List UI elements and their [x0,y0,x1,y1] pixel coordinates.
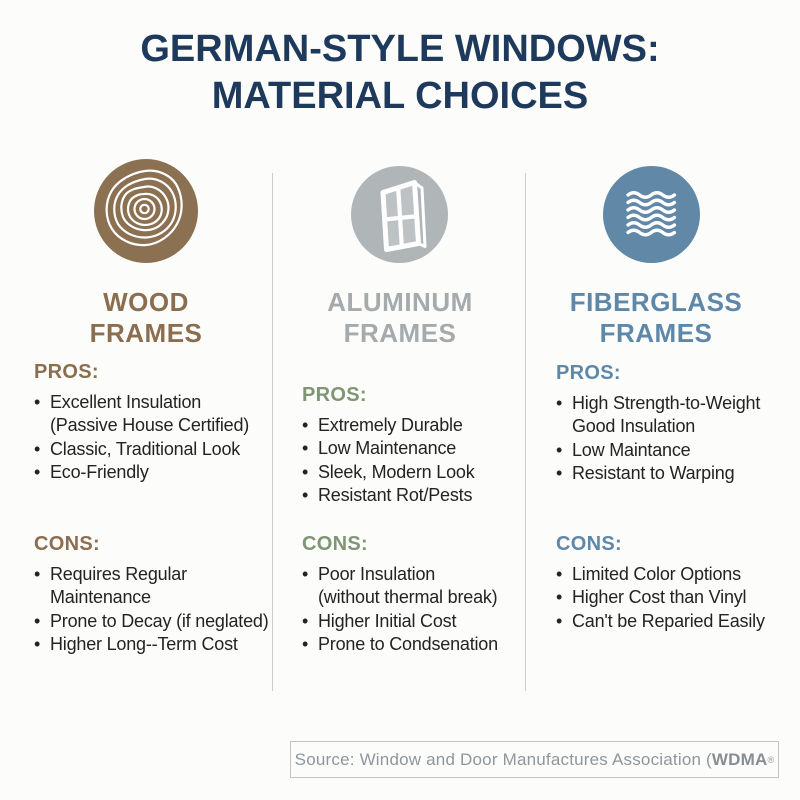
list-item-text: Higher Cost than Vinyl [572,587,747,608]
list-item [302,610,542,633]
bullet-icon: • [302,438,309,459]
list-item [34,438,289,461]
list-item [302,633,542,656]
pros-list [556,392,798,486]
wood-cons-section [34,533,292,657]
list-item-text: Extremely Durable [318,415,463,435]
aluminum-window-icon [351,166,448,263]
list-item-text: Resistant Rot/Pests [318,485,473,506]
list-item [302,461,537,484]
page-title-line1: GERMAN-STYLE WINDOWS: [140,28,660,70]
page-title [0,26,800,120]
list-item [34,391,289,438]
list-item [556,462,798,485]
cons-list [556,563,798,633]
list-item-text: Low Maintenance [318,438,457,459]
bullet-icon: • [302,485,309,506]
fiberglass-waves-icon [603,166,700,263]
list-item-text: Can't be Reparied Easily [572,610,765,631]
bullet-icon: • [556,564,563,584]
source-text: Source: Window and Door Manufactures Association ( [294,749,712,769]
list-item [302,563,542,610]
cons-list [302,563,542,657]
list-item [302,437,537,460]
source-attribution: Source: Window and Door Manufactures Association ( WDMA ® [290,741,779,778]
list-item-text: Sleek, Modern Look [318,461,475,482]
bullet-icon: • [556,463,563,484]
list-item [556,392,798,439]
list-item-text: Prone to Condsenation [318,634,498,655]
column-title-line2: FRAMES [599,318,713,348]
list-item [34,610,292,633]
list-item-text: High Strength-to-Weight Good Insulation [572,393,761,437]
column-title-wood [26,287,266,349]
list-item [34,563,292,610]
pros-list [34,391,289,485]
cons-heading: CONS: [34,533,100,555]
pros-heading: PROS: [34,361,99,383]
aluminum-pros-section [302,384,537,508]
bullet-icon: • [302,610,309,631]
cons-list [34,563,292,657]
list-item-text: Excellent Insulation (Passive House Certified) [50,392,250,436]
bullet-icon: • [34,634,41,655]
list-item-text: Higher Long--Term Cost [50,634,238,655]
bullet-icon: • [556,610,563,631]
list-item-text: Requires Regular Maintenance [50,564,187,608]
column-title-line1: WOOD [103,287,189,317]
bullet-icon: • [34,462,41,483]
bullet-icon: • [34,392,41,412]
cons-heading: CONS: [556,533,622,555]
pros-heading: PROS: [302,384,367,406]
list-item-text: Limited Color Options [572,564,741,584]
list-item [34,633,292,656]
bullet-icon: • [302,415,309,435]
list-item [556,439,798,462]
bullet-icon: • [556,393,563,413]
source-brand: WDMA [711,749,768,769]
list-item [556,563,798,586]
column-title-line1: ALUMINUM [327,287,473,317]
column-title-fiberglass [536,287,776,349]
bullet-icon: • [556,587,563,608]
list-item [302,414,537,437]
aluminum-cons-section [302,533,542,657]
list-item-text: Classic, Traditional Look [50,438,241,459]
bullet-icon: • [34,564,41,584]
list-item-text: Resistant to Warping [572,463,735,484]
wood-pros-section [34,361,289,485]
list-item [34,461,289,484]
column-title-line1: FIBERGLASS [569,287,743,317]
list-item [556,586,798,609]
bullet-icon: • [34,438,41,459]
page-title-line2: MATERIAL CHOICES [211,75,589,117]
pros-heading: PROS: [556,362,621,384]
fiberglass-pros-section [556,362,798,486]
column-title-line2: FRAMES [89,318,203,348]
list-item-text: Higher Initial Cost [318,610,457,631]
bullet-icon: • [556,439,563,460]
list-item-text: Prone to Decay (if neglated) [50,610,269,631]
list-item [556,610,798,633]
list-item-text: Low Maintance [572,439,691,460]
cons-heading: CONS: [302,533,368,555]
list-item-text: Eco-Friendly [50,462,149,483]
pros-list [302,414,537,508]
column-title-line2: FRAMES [343,318,457,348]
list-item-text: Poor Insulation (without thermal break) [318,564,498,608]
bullet-icon: • [34,610,41,631]
bullet-icon: • [302,634,309,655]
fiberglass-cons-section [556,533,798,633]
bullet-icon: • [302,461,309,482]
bullet-icon: • [302,564,309,584]
column-title-aluminum [280,287,520,349]
wood-rings-icon [94,159,198,263]
list-item [302,484,537,507]
